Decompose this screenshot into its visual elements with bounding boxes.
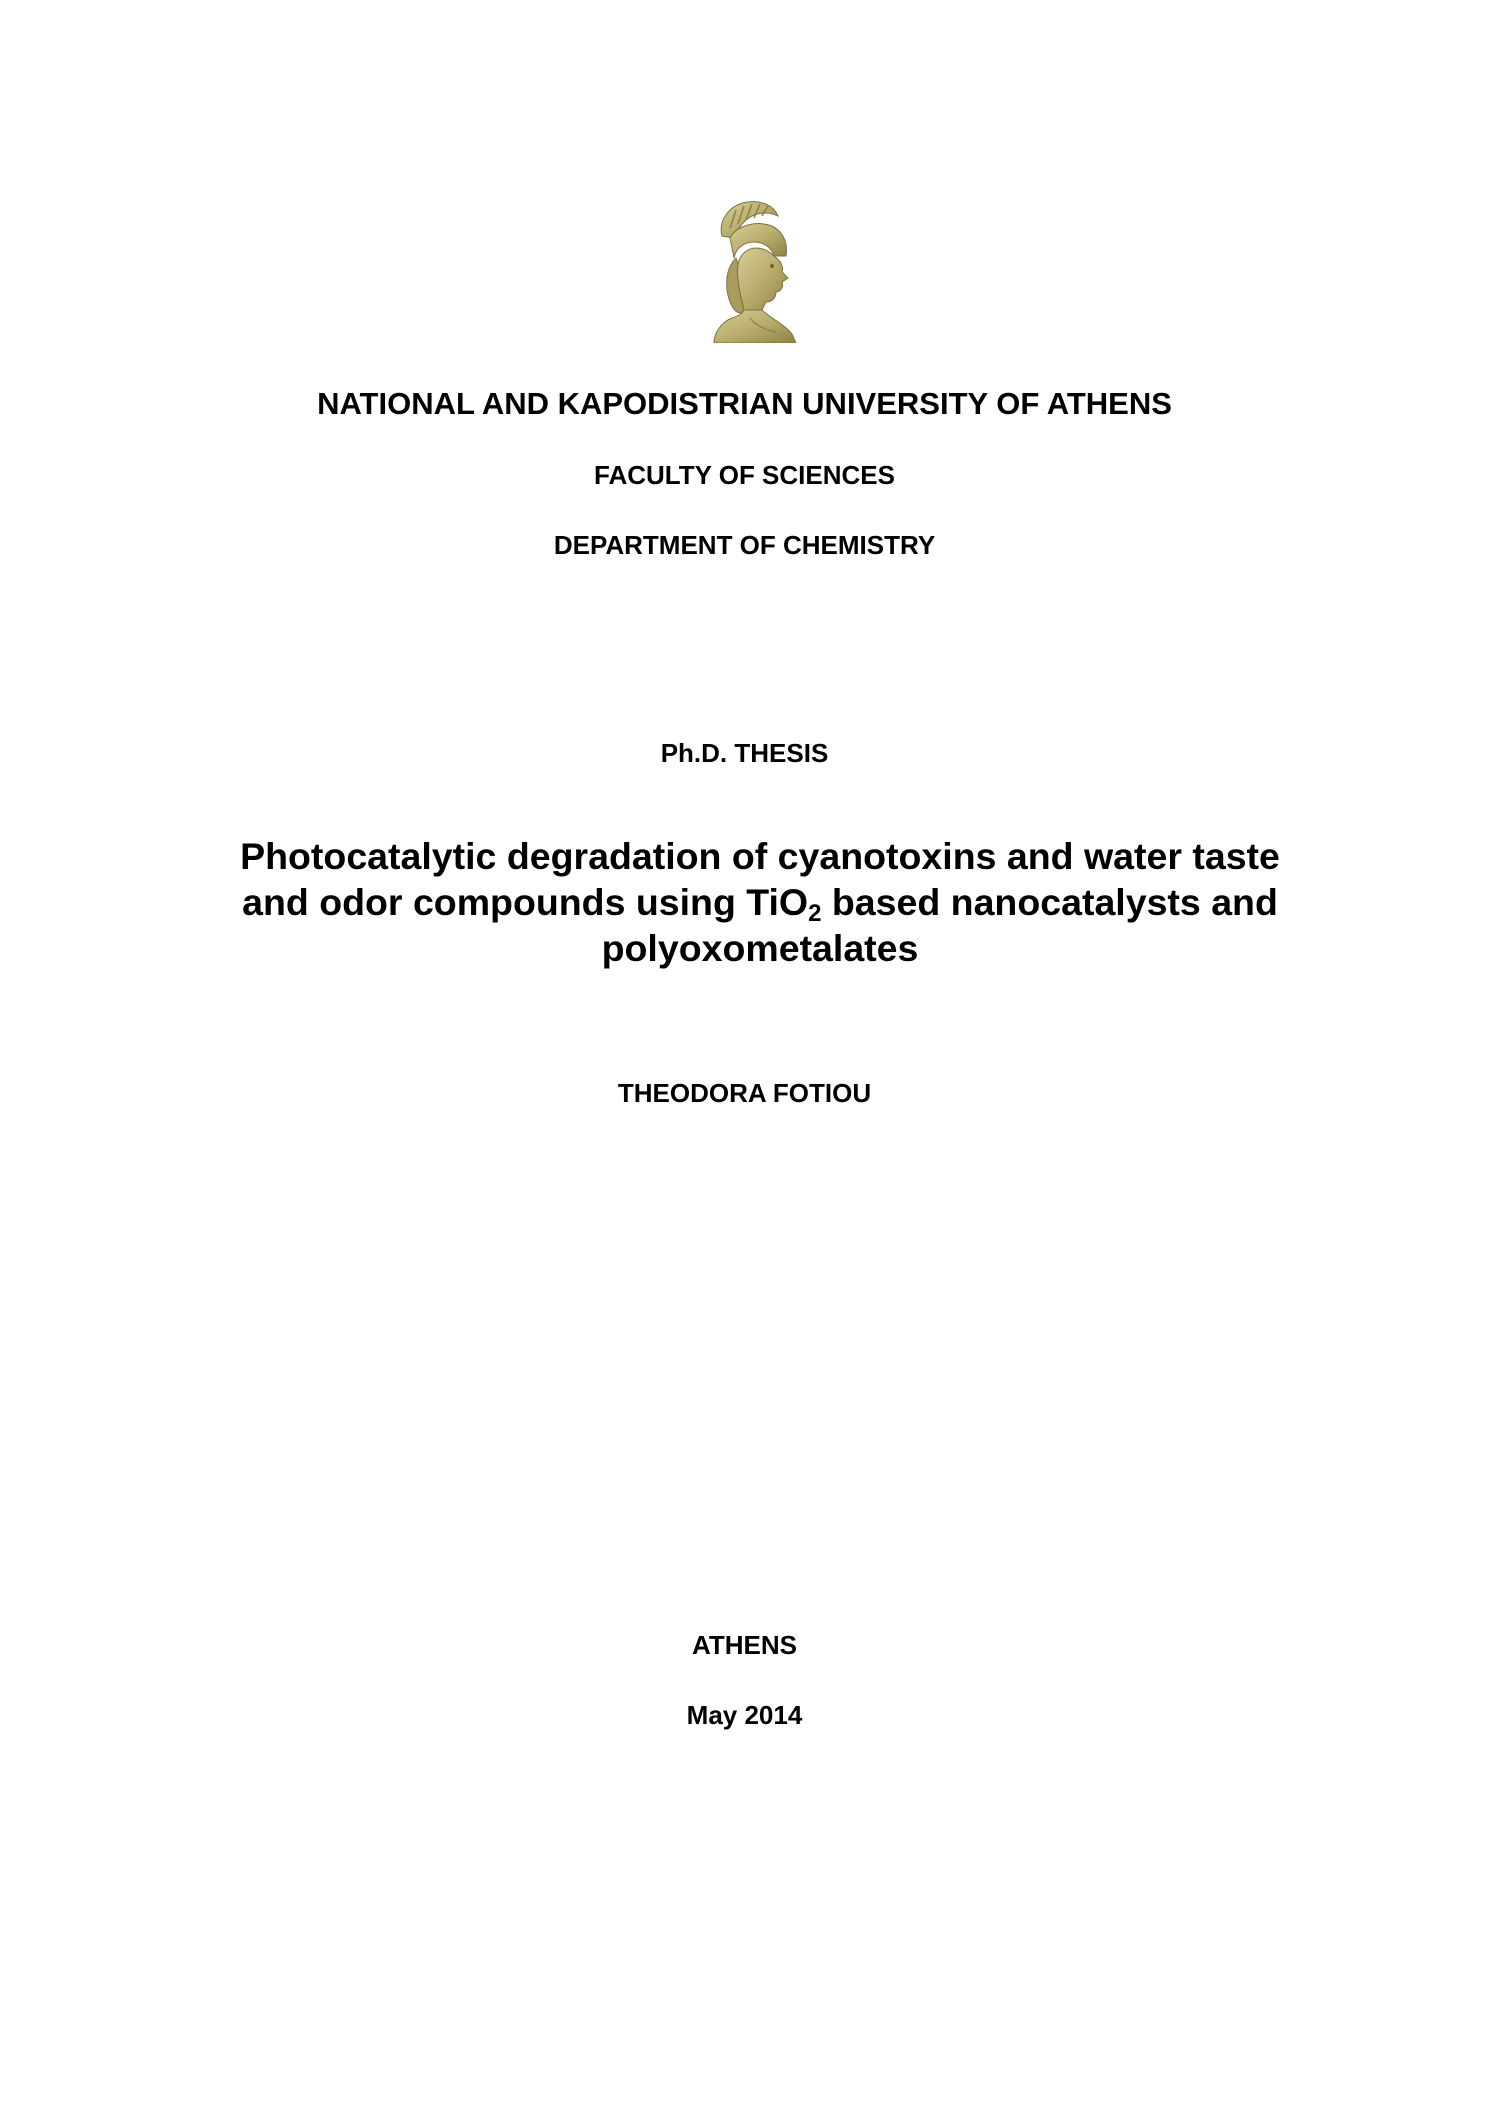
author-name: THEODORA FOTIOU [617, 1078, 872, 1108]
faculty-name: FACULTY OF SCIENCES [594, 460, 895, 490]
university-name: NATIONAL AND KAPODISTRIAN UNIVERSITY OF ATHENS [317, 386, 1172, 421]
date: May 2014 [686, 1700, 803, 1730]
city: ATHENS [692, 1630, 797, 1660]
thesis-title-line-2 [170, 879, 1350, 925]
thesis-title [170, 833, 1350, 971]
thesis-title-line-2-after: based nanocatalysts and [821, 881, 1278, 923]
thesis-title-line-3: polyoxometalates [601, 927, 919, 969]
athena-head-emblem-icon [700, 198, 810, 343]
thesis-title-line-2-before: and odor compounds using TiO [242, 881, 809, 923]
thesis-title-subscript: 2 [808, 900, 822, 927]
department-name: DEPARTMENT OF CHEMISTRY [553, 530, 936, 560]
thesis-type: Ph.D. THESIS [660, 738, 829, 768]
thesis-title-line-1: Photocatalytic degradation of cyanotoxins and water taste [240, 835, 1280, 877]
